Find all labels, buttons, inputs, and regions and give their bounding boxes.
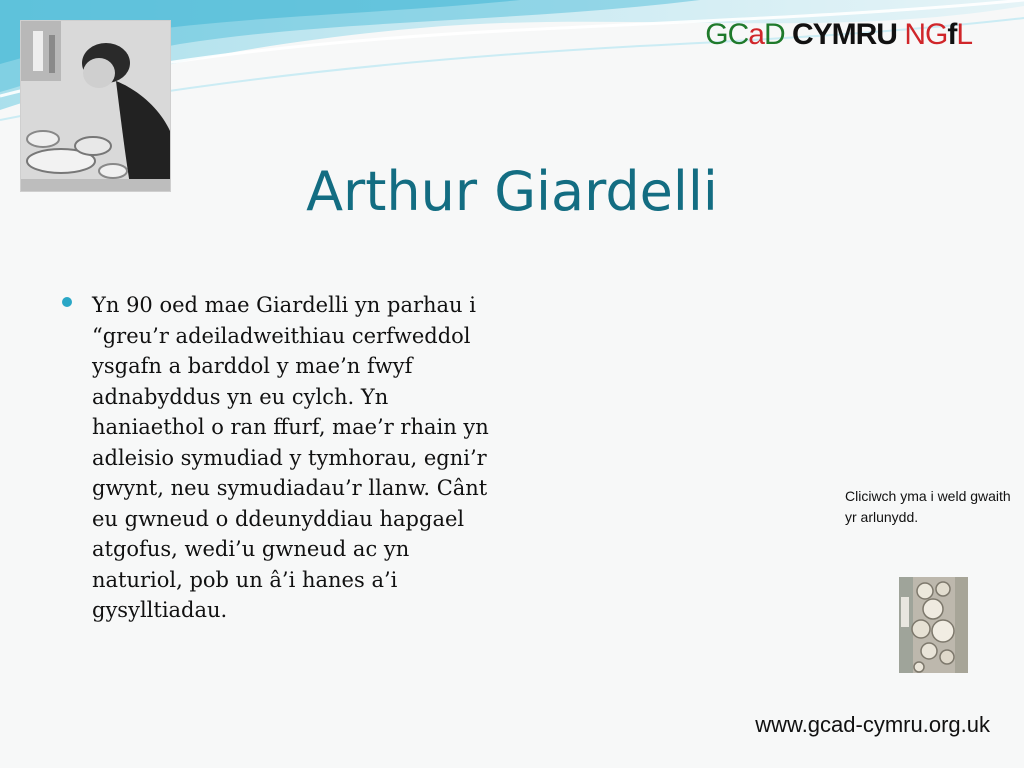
logo-part: f [947,18,957,51]
logo-part: GC [705,18,749,51]
body-text [62,290,502,626]
gcad-cymru-logo [705,18,972,52]
bullet-icon [62,297,72,307]
footer-website-url[interactable]: www.gcad-cymru.org.uk [755,712,990,737]
logo-part: D [763,18,785,51]
body-paragraph: Yn 90 oed mae Giardelli yn parhau i “greu’r adeiladweithiau cerfweddol ysgafn a barddol y mae’n fwyf adnabyddus yn eu cylch. Yn haniaethol o ran ffurf, mae’r rhain yn adleisio symudiad y tymhorau, egni’r gwynt, neu symudiadau’r llanw. Cânt eu gwneud o ddeunyddiau hapgael atgofus, wedi’u gwneud ac yn naturiol, pob un â’i hanes a’i gysylltiadau. [92,293,489,622]
logo-part: CYMRU [791,18,897,51]
logo-part: L [956,18,972,51]
slide-title: Arthur Giardelli [306,160,718,223]
artwork-thumbnail-link[interactable] [899,577,968,673]
logo-part: a [748,18,764,51]
logo-part: NG [904,18,948,51]
artwork-link-caption[interactable]: Cliciwch yma i weld gwaith yr arlunydd. [845,488,1011,525]
